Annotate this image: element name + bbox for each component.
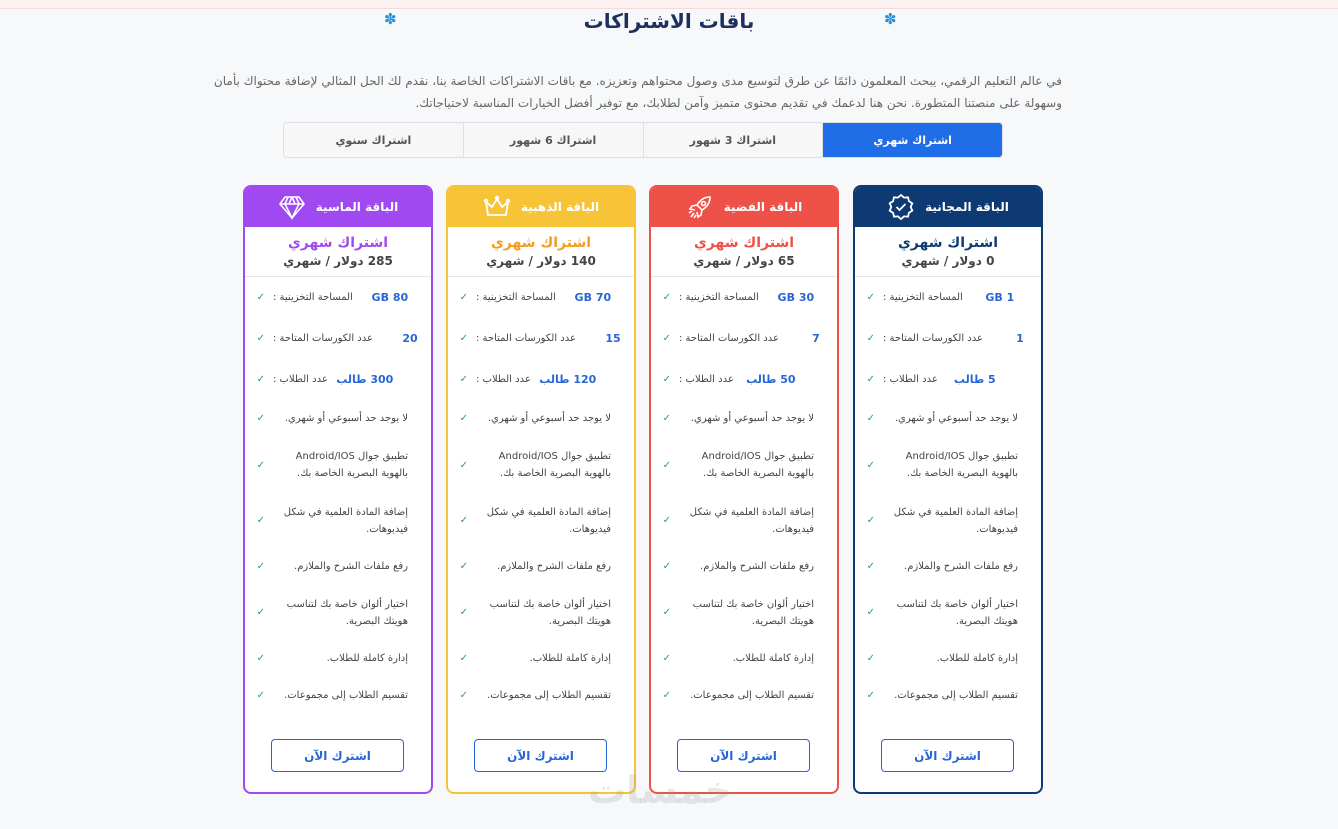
feature-courses bbox=[458, 318, 622, 359]
badge-check-icon bbox=[887, 193, 915, 221]
feature-item bbox=[255, 400, 419, 437]
feature-text: رفع ملفات الشرح والملازم. bbox=[700, 561, 814, 572]
feature-text: رفع ملفات الشرح والملازم. bbox=[904, 561, 1018, 572]
feature-item bbox=[661, 437, 825, 493]
section-title: باقات الاشتراكات bbox=[583, 9, 755, 33]
check-icon: ✓ bbox=[459, 607, 468, 618]
feature-value: 70 GB bbox=[574, 291, 612, 304]
plan-price-box bbox=[651, 227, 837, 277]
feature-item bbox=[661, 585, 825, 640]
plan-card-header bbox=[855, 187, 1041, 227]
feature-storage bbox=[865, 277, 1029, 318]
subscribe-button[interactable]: اشترك الآن bbox=[677, 739, 810, 772]
check-icon: ✓ bbox=[256, 690, 265, 701]
plan-card-header bbox=[651, 187, 837, 227]
rocket-icon bbox=[686, 193, 714, 221]
check-icon: ✓ bbox=[459, 292, 468, 303]
plan-name: الباقة الذهبية bbox=[520, 200, 600, 214]
feature-students bbox=[458, 359, 622, 400]
feature-text: إضافة المادة العلمية في شكل فيديوهات. bbox=[486, 506, 611, 535]
feature-text: إدارة كاملة للطلاب. bbox=[732, 653, 814, 664]
plan-price: 285 دولار / شهري bbox=[283, 254, 393, 268]
diamond-icon bbox=[278, 193, 306, 221]
feature-label: المساحة التخزينية : bbox=[476, 292, 556, 303]
feature-value: 1 bbox=[1016, 332, 1024, 345]
feature-text: إضافة المادة العلمية في شكل فيديوهات. bbox=[689, 506, 814, 535]
feature-text: تطبيق جوال Android/IOS بالهوية البصرية الخاصة بك. bbox=[905, 451, 1018, 479]
plan-card-silver bbox=[649, 185, 839, 794]
feature-text: إدارة كاملة للطلاب. bbox=[529, 653, 611, 664]
billing-period-tabs bbox=[283, 122, 1003, 158]
plan-price: 140 دولار / شهري bbox=[486, 254, 596, 268]
plan-price-box bbox=[855, 227, 1041, 277]
feature-item bbox=[458, 493, 622, 548]
plan-card-gold bbox=[446, 185, 636, 794]
feature-text: تقسيم الطلاب إلى مجموعات. bbox=[284, 690, 408, 701]
feature-value: 20 bbox=[402, 332, 418, 345]
feature-item bbox=[865, 548, 1029, 585]
feature-item bbox=[865, 585, 1029, 640]
feature-text: تطبيق جوال Android/IOS بالهوية البصرية الخاصة بك. bbox=[701, 451, 814, 479]
check-icon: ✓ bbox=[256, 292, 265, 303]
plan-feature-list bbox=[651, 277, 837, 714]
feature-label: عدد الطلاب : bbox=[679, 374, 734, 385]
feature-courses bbox=[865, 318, 1029, 359]
check-icon: ✓ bbox=[866, 607, 875, 618]
plan-card-header bbox=[448, 187, 634, 227]
section-intro: في عالم التعليم الرقمي، يبحث المعلمون دائمًا عن طرق لتوسيع مدى وصول محتواهم وتعزيزه. مع باقات الاشتراكات الخاصة بنا، نقدم لك الحل المثالي لإضافة محتواك بأمان وسهولة على منصتنا المتطورة. نحن هنا لدعمك في تقديم محتوى متميز وآمن لطلابك، مع توفير أفضل الخيارات المناسبة لاحتياجاتك. bbox=[213, 74, 1062, 110]
feature-item bbox=[661, 640, 825, 677]
feature-item bbox=[458, 400, 622, 437]
feature-item bbox=[661, 400, 825, 437]
check-icon: ✓ bbox=[256, 333, 265, 344]
feature-label: عدد الطلاب : bbox=[476, 374, 531, 385]
feature-label: عدد الطلاب : bbox=[273, 374, 328, 385]
subscribe-button[interactable]: اشترك الآن bbox=[881, 739, 1014, 772]
check-icon: ✓ bbox=[662, 292, 671, 303]
feature-item bbox=[458, 437, 622, 493]
check-icon: ✓ bbox=[866, 413, 875, 424]
feature-value: 120 طالب bbox=[539, 373, 597, 386]
feature-value: 7 bbox=[812, 332, 820, 345]
feature-item bbox=[865, 437, 1029, 493]
feature-text: اختيار ألوان خاصة بك لتناسب هويتك البصرية. bbox=[896, 598, 1018, 627]
feature-item bbox=[255, 548, 419, 585]
feature-item bbox=[458, 640, 622, 677]
feature-item bbox=[661, 548, 825, 585]
feature-item bbox=[661, 493, 825, 548]
feature-text: اختيار ألوان خاصة بك لتناسب هويتك البصرية. bbox=[692, 598, 814, 627]
feature-item bbox=[255, 493, 419, 548]
plan-feature-list bbox=[855, 277, 1041, 714]
feature-label: المساحة التخزينية : bbox=[883, 292, 963, 303]
check-icon: ✓ bbox=[662, 561, 671, 572]
feature-text: لا يوجد حد أسبوعي أو شهري. bbox=[487, 413, 611, 424]
check-icon: ✓ bbox=[662, 374, 671, 385]
feature-text: تقسيم الطلاب إلى مجموعات. bbox=[690, 690, 814, 701]
feature-item bbox=[865, 640, 1029, 677]
check-icon: ✓ bbox=[459, 561, 468, 572]
plan-name: الباقة الفضية bbox=[723, 200, 803, 214]
feature-item bbox=[255, 437, 419, 493]
plan-card-diamond bbox=[243, 185, 433, 794]
feature-item bbox=[865, 493, 1029, 548]
feature-students bbox=[255, 359, 419, 400]
feature-label: المساحة التخزينية : bbox=[679, 292, 759, 303]
plan-period: اشتراك شهري bbox=[897, 235, 999, 251]
check-icon: ✓ bbox=[256, 607, 265, 618]
feature-students bbox=[661, 359, 825, 400]
check-icon: ✓ bbox=[459, 459, 468, 471]
feature-text: تقسيم الطلاب إلى مجموعات. bbox=[894, 690, 1018, 701]
plan-period: اشتراك شهري bbox=[693, 235, 795, 251]
feature-item bbox=[458, 548, 622, 585]
plan-period: اشتراك شهري bbox=[287, 235, 389, 251]
check-icon: ✓ bbox=[866, 333, 875, 344]
plan-price-box bbox=[448, 227, 634, 277]
check-icon: ✓ bbox=[662, 333, 671, 344]
check-icon: ✓ bbox=[256, 413, 265, 424]
check-icon: ✓ bbox=[662, 607, 671, 618]
check-icon: ✓ bbox=[662, 515, 671, 526]
tab-6-months[interactable]: اشتراك 6 شهور bbox=[463, 123, 643, 157]
check-icon: ✓ bbox=[662, 459, 671, 471]
feature-text: تقسيم الطلاب إلى مجموعات. bbox=[487, 690, 611, 701]
feature-courses bbox=[661, 318, 825, 359]
check-icon: ✓ bbox=[866, 374, 875, 385]
check-icon: ✓ bbox=[459, 413, 468, 424]
check-icon: ✓ bbox=[256, 653, 265, 664]
check-icon: ✓ bbox=[866, 292, 875, 303]
check-icon: ✓ bbox=[459, 653, 468, 664]
subscribe-button[interactable]: اشترك الآن bbox=[474, 739, 607, 772]
check-icon: ✓ bbox=[256, 561, 265, 572]
check-icon: ✓ bbox=[866, 561, 875, 572]
feature-text: تطبيق جوال Android/IOS بالهوية البصرية الخاصة بك. bbox=[295, 451, 408, 479]
feature-value: 50 طالب bbox=[746, 373, 796, 386]
feature-text: رفع ملفات الشرح والملازم. bbox=[294, 561, 408, 572]
plan-price-box bbox=[245, 227, 431, 277]
flower-deco-icon: ✽ bbox=[384, 10, 397, 28]
crown-icon bbox=[483, 193, 511, 221]
check-icon: ✓ bbox=[256, 515, 265, 526]
feature-label: المساحة التخزينية : bbox=[273, 292, 353, 303]
feature-value: 1 GB bbox=[985, 291, 1015, 304]
check-icon: ✓ bbox=[662, 690, 671, 701]
tab-monthly[interactable]: اشتراك شهري bbox=[822, 123, 1002, 157]
feature-courses bbox=[255, 318, 419, 359]
feature-value: 80 GB bbox=[371, 291, 409, 304]
subscribe-button[interactable]: اشترك الآن bbox=[271, 739, 404, 772]
watermark-logo: خمسات bbox=[588, 768, 732, 812]
feature-storage bbox=[661, 277, 825, 318]
check-icon: ✓ bbox=[662, 413, 671, 424]
plan-card-header bbox=[245, 187, 431, 227]
feature-text: لا يوجد حد أسبوعي أو شهري. bbox=[690, 413, 814, 424]
feature-text: لا يوجد حد أسبوعي أو شهري. bbox=[284, 413, 408, 424]
check-icon: ✓ bbox=[866, 515, 875, 526]
plan-price: 0 دولار / شهري bbox=[901, 254, 995, 268]
feature-item bbox=[458, 585, 622, 640]
feature-storage bbox=[458, 277, 622, 318]
feature-item bbox=[255, 585, 419, 640]
plan-period: اشتراك شهري bbox=[490, 235, 592, 251]
feature-text: اختيار ألوان خاصة بك لتناسب هويتك البصرية. bbox=[286, 598, 408, 627]
feature-label: عدد الكورسات المتاحة : bbox=[273, 333, 373, 344]
feature-label: عدد الكورسات المتاحة : bbox=[679, 333, 779, 344]
feature-text: اختيار ألوان خاصة بك لتناسب هويتك البصرية. bbox=[489, 598, 611, 627]
feature-item bbox=[458, 677, 622, 714]
feature-item bbox=[865, 400, 1029, 437]
check-icon: ✓ bbox=[866, 690, 875, 701]
feature-text: إدارة كاملة للطلاب. bbox=[936, 653, 1018, 664]
check-icon: ✓ bbox=[256, 459, 265, 471]
feature-value: 30 GB bbox=[777, 291, 815, 304]
check-icon: ✓ bbox=[459, 374, 468, 385]
flower-deco-icon: ✽ bbox=[884, 10, 897, 28]
feature-students bbox=[865, 359, 1029, 400]
feature-item bbox=[661, 677, 825, 714]
feature-item bbox=[255, 640, 419, 677]
feature-text: إضافة المادة العلمية في شكل فيديوهات. bbox=[893, 506, 1018, 535]
feature-value: 5 طالب bbox=[953, 373, 996, 386]
check-icon: ✓ bbox=[459, 690, 468, 701]
check-icon: ✓ bbox=[866, 653, 875, 664]
feature-item bbox=[865, 677, 1029, 714]
tab-yearly[interactable]: اشتراك سنوي bbox=[284, 123, 463, 157]
check-icon: ✓ bbox=[459, 515, 468, 526]
tab-3-months[interactable]: اشتراك 3 شهور bbox=[643, 123, 823, 157]
feature-label: عدد الطلاب : bbox=[883, 374, 938, 385]
plan-feature-list bbox=[245, 277, 431, 714]
plan-name: الباقة الماسية bbox=[315, 200, 399, 214]
check-icon: ✓ bbox=[256, 374, 265, 385]
check-icon: ✓ bbox=[866, 459, 875, 471]
feature-item bbox=[255, 677, 419, 714]
check-icon: ✓ bbox=[662, 653, 671, 664]
feature-value: 300 طالب bbox=[336, 373, 394, 386]
plan-price: 65 دولار / شهري bbox=[693, 254, 795, 268]
feature-value: 15 bbox=[605, 332, 621, 345]
feature-label: عدد الكورسات المتاحة : bbox=[476, 333, 576, 344]
feature-text: إدارة كاملة للطلاب. bbox=[326, 653, 408, 664]
feature-storage bbox=[255, 277, 419, 318]
feature-label: عدد الكورسات المتاحة : bbox=[883, 333, 983, 344]
plan-card-free bbox=[853, 185, 1043, 794]
feature-text: رفع ملفات الشرح والملازم. bbox=[497, 561, 611, 572]
plan-name: الباقة المجانية bbox=[925, 200, 1009, 214]
feature-text: تطبيق جوال Android/IOS بالهوية البصرية الخاصة بك. bbox=[498, 451, 611, 479]
plan-feature-list bbox=[448, 277, 634, 714]
feature-text: لا يوجد حد أسبوعي أو شهري. bbox=[894, 413, 1018, 424]
check-icon: ✓ bbox=[459, 333, 468, 344]
feature-text: إضافة المادة العلمية في شكل فيديوهات. bbox=[283, 506, 408, 535]
